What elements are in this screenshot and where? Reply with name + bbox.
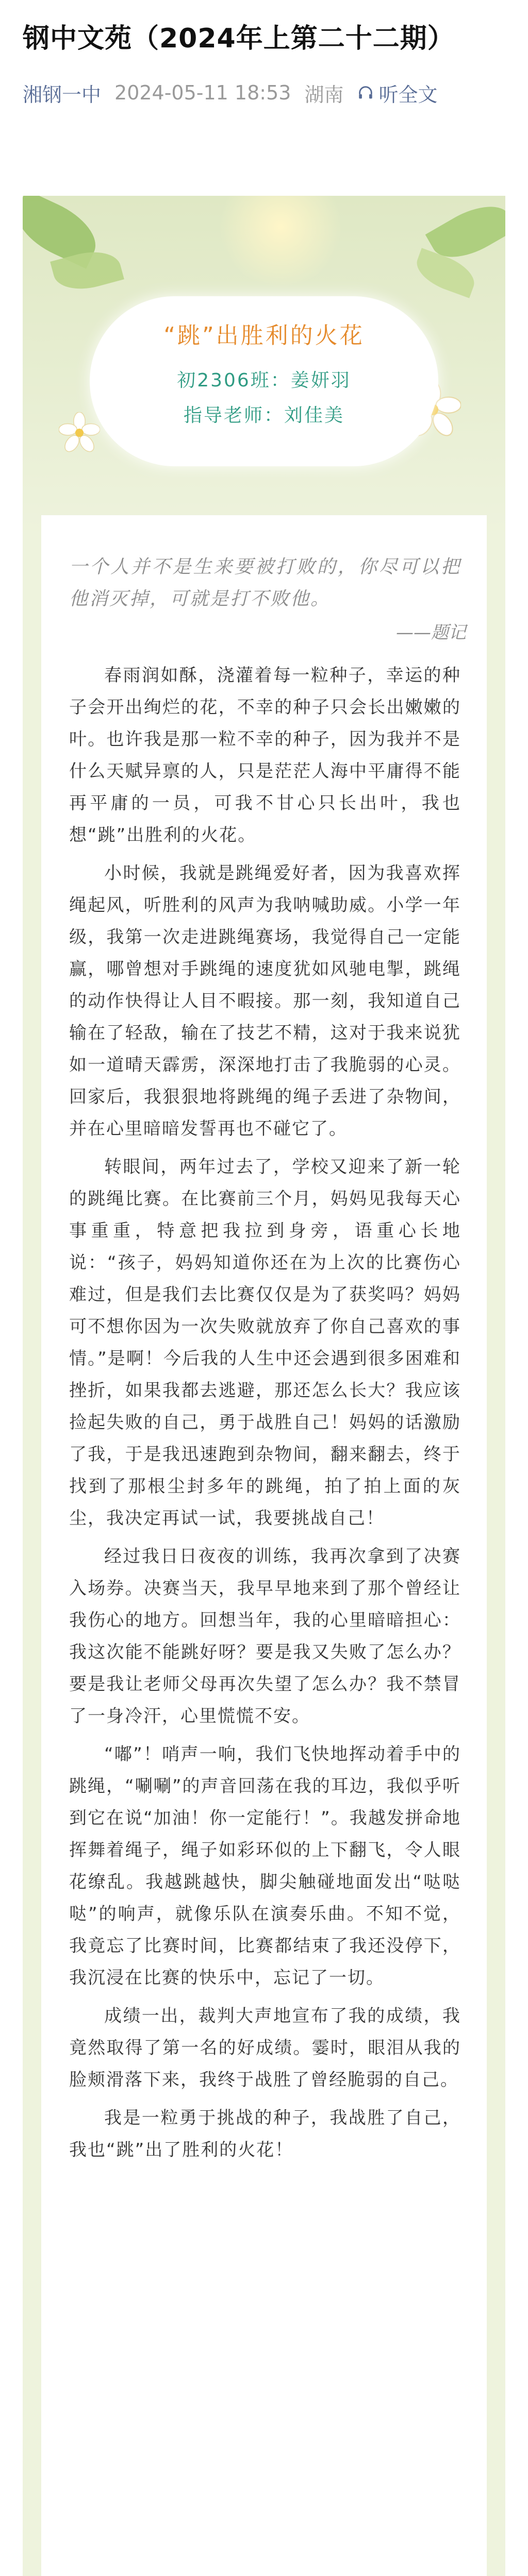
- essay-paragraph: “嘟”！哨声一响，我们飞快地挥动着手中的跳绳，“唰唰”的声音回荡在我的耳边，我似乎听到它在说“加油！你一定能行！”。我越发拼命地挥舞着绳子，绳子如彩环似的上下翻飞，令人眼花缭乱。我越跳越快，脚尖触碰地面发出“哒哒哒”的响声，就像乐队在演奏乐曲。不知不觉，我竟忘了比赛时间，比赛都结束了我还没停下，我沉浸在比赛的快乐中，忘记了一切。: [69, 1744, 461, 1988]
- article-card: [23, 196, 505, 2576]
- publish-location: 湖南: [304, 83, 344, 106]
- essay-paragraph: 小时候，我就是跳绳爱好者，因为我喜欢挥绳起风，听胜利的风声为我呐喊助威。小学一年级，我第一次走进跳绳赛场，我觉得自己一定能赢，哪曾想对手跳绳的速度犹如风驰电掣，跳绳的动作快得让人目不暇接。那一刻，我知道自己输在了轻敌，输在了技艺不精，这对于我来说犹如一道晴天霹雳，深深地打击了我脆弱的心灵。回家后，我狠狠地将跳绳的绳子丢进了杂物间，并在心里暗暗发誓再也不碰它了。: [69, 863, 461, 1139]
- account-link[interactable]: 湘钢一中: [23, 83, 102, 106]
- essay-paragraph: 春雨润如酥，浇灌着每一粒种子，幸运的种子会开出绚烂的花，不幸的种子只会长出嫩嫩的叶。也许我是那一粒不幸的种子，因为我并不是什么天赋异禀的人，只是茫茫人海中平庸得不能再平庸的一员，可我不甘心只长出叶，我也想“跳”出胜利的火花。: [69, 665, 461, 845]
- sun-glow-decoration: [219, 196, 342, 289]
- epigraph-source: ——题记: [396, 622, 466, 643]
- epigraph-text: 一个人并不是生来要被打败的，你尽可以把他消灭掉，可就是打不败他。: [69, 556, 461, 609]
- teacher-line: 指导老师：刘佳美: [183, 405, 344, 426]
- article-meta: [23, 77, 507, 108]
- essay-paragraph: 转眼间，两年过去了，学校又迎来了新一轮的跳绳比赛。在比赛前三个月，妈妈见我每天心事重重，特意把我拉到身旁，语重心长地说：“孩子，妈妈知道你还在为上次的比赛伤心难过，但是我们去比赛仅仅是为了获奖吗？妈妈可不想你因为一次失败就放弃了你自己喜欢的事情。”是啊！今后我的人生中还会遇到很多困难和挫折，如果我都去逃避，那还怎么长大？我应该捡起失败的自己，勇于战胜自己！妈妈的话激励了我，于是我迅速跑到杂物间，翻来翻去，终于找到了那根尘封多年的跳绳，拍了拍上面的灰尘，我决定再试一试，我要挑战自己！: [69, 1157, 461, 1529]
- essay-title: “跳”出胜利的火花: [163, 323, 365, 349]
- essay-body: [69, 659, 461, 2172]
- headphone-icon: [357, 84, 374, 101]
- essay-paragraph: 我是一粒勇于挑战的种子，我战胜了自己，我也“跳”出了胜利的火花！: [69, 2108, 461, 2160]
- publish-time: 2024-05-11 18:53: [114, 81, 291, 104]
- article-title: 钢中文苑（2024年上第二十二期）: [23, 23, 455, 54]
- listen-label: 听全文: [378, 83, 438, 106]
- listen-button[interactable]: [357, 79, 437, 107]
- author-line: 初2306班：姜妍羽: [177, 370, 351, 391]
- essay-paragraph: 成绩一出，裁判大声地宣布了我的成绩，我竟然取得了第一名的好成绩。霎时，眼泪从我的脸颊滑落下来，我终于战胜了曾经脆弱的自己。: [69, 2006, 461, 2090]
- essay-paragraph: 经过我日日夜夜的训练，我再次拿到了决赛入场券。决赛当天，我早早地来到了那个曾经让我伤心的地方。回想当年，我的心里暗暗担心：我这次能不能跳好呀？要是我又失败了怎么办？要是我让老师父母再次失望了怎么办？我不禁冒了一身冷汗，心里慌慌不安。: [69, 1546, 461, 1726]
